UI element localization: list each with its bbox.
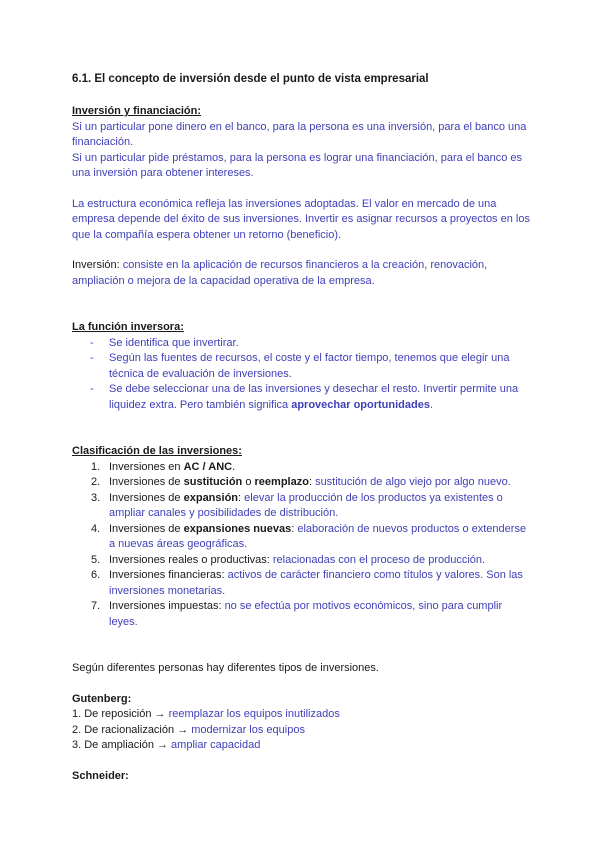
list-item: 4. Inversiones de expansiones nuevas: elaboración de nuevos productos o extenderse a nuevas áreas geográficas. — [91, 522, 527, 550]
paragraph: Según diferentes personas hay diferentes tipos de inversiones. — [72, 662, 379, 674]
list-item: 3. Inversiones de expansión: elevar la producción de los productos ya existentes o ampliar canales y posibilidades de distribución. — [91, 491, 503, 519]
numbered-list — [72, 460, 532, 631]
section-gutenberg — [72, 692, 532, 754]
definition-text: consiste en la aplicación de recursos financieros a la creación, renovación, ampliación o mejora de la capacidad operativa de la empresa. — [72, 259, 488, 287]
list-item: 1. Inversiones en AC / ANC. — [91, 460, 236, 473]
list-item: 1. De reposición → reemplazar los equipos inutilizados — [72, 708, 340, 720]
section-heading: Inversión y financiación: — [72, 105, 201, 117]
list-item: - Se identifica que invertirar. — [90, 336, 532, 352]
list-item: 2. Inversiones de sustitución o reemplazo: sustitución de algo viejo por algo nuevo. — [91, 476, 511, 488]
section-heading: Gutenberg: — [72, 692, 132, 705]
list-item: 6. Inversiones financieras: activos de carácter financiero como títulos y valores. Son las inversiones monetarias. — [91, 569, 523, 597]
list-item: 3. De ampliación → ampliar capacidad — [72, 739, 261, 751]
section-inversion-financiacion — [72, 104, 532, 289]
list-item: 7. Inversiones impuestas: no se efectúa por motivos económicos, sino para cumplir leyes. — [91, 600, 503, 628]
document-page — [72, 72, 532, 784]
list-item: 5. Inversiones reales o productivas: relacionadas con el proceso de producción. — [91, 553, 486, 566]
paragraph: Si un particular pide préstamos, para la persona es lograr una financiación, para el banco es una inversión para obtener intereses. — [72, 151, 523, 179]
dash-list — [72, 336, 532, 414]
section-heading: La función inversora: — [72, 321, 184, 333]
definition-paragraph — [72, 258, 532, 289]
section-heading: Clasificación de las inversiones: — [72, 445, 242, 457]
paragraph: La estructura económica refleja las inversiones adoptadas. El valor en mercado de una empresa depende del éxito de sus inversiones. Invertir es asignar recursos a proyectos en los que la compañía espera obtener un retorno (beneficio). — [72, 197, 530, 241]
definition-label: Inversión: — [72, 259, 120, 271]
section-heading-schneider: Schneider: — [72, 769, 129, 782]
list-item: 2. De racionalización → modernizar los equipos — [72, 723, 305, 736]
section-funcion-inversora — [72, 320, 532, 413]
list-item: - Se debe seleccionar una de las inversiones y desechar el resto. Invertir permite una liquidez extra. Pero también significa aprovechar oportunidades. — [90, 382, 532, 413]
paragraph: Si un particular pone dinero en el banco, para la persona es una inversión, para el banco una financiación. — [72, 120, 527, 148]
list-item: - Según las fuentes de recursos, el coste y el factor tiempo, tenemos que elegir una técnica de evaluación de inversiones. — [90, 351, 532, 382]
section-clasificacion — [72, 444, 532, 630]
page-title: 6.1. El concepto de inversión desde el punto de vista empresarial — [72, 73, 429, 85]
